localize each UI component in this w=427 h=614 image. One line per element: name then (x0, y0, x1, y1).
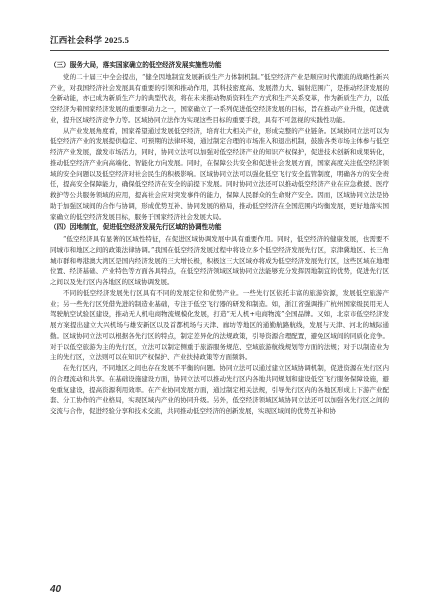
page-number: 40 (50, 584, 62, 595)
section-heading: （四）因地制宜，促进低空经济发展先行区域的协调性功能 (50, 223, 222, 232)
paragraph: 党的二十届三中全会提出，“健全因地制宜发展新质生产力体制机制。”低空经济产业是顺应时代潮流的战略性新兴产业，对我国经济社会发展具有重要的引领和推动作用，其科技密度高、发展潜力大、辐射范围广，是推动经济发展的全新动能，亦已成为新质生产力的典型代表，将在未来推动物质资料生产方式和生产关系变革，作为新质生产力，以低空经济为着国家经济发展的重要驱动力之一，国家确立了一系列促进低空经济发展的目标，旨在推动产业升级，促进就业，提升区域经济竞争力等。区域协同立法作为实现这些目标的重要手段，具有不可忽视的实践性功能。 (50, 72, 389, 124)
paragraph: “低空经济具有显著的区域性特征，在促进区域协调发展中具有重要作用。同时，低空经济的健康发展，也需要不同城市和地区之间的政策法律协调。”我国在低空经济发展过程中将设立多个低空经济发展先行区，京津冀地区、长三角城市群和粤港澳大湾区是国内经济发展的三大增长极，积极这三大区域亦将成为低空经济发展先行区，这些区域在地理位置、经济基础、产业特色等方面各具特点，在低空经济领域区域协同立法能够充分发挥因地制宜的优势，促进先行区之间以及先行区内各地区的区域协调发展。 (50, 235, 389, 286)
journal-header: 江西社会科学 2025.5 (50, 35, 130, 45)
article-body (50, 60, 389, 417)
section-heading: （三）服务大局，落实国家确立的低空经济发展实施性功能 (50, 61, 222, 69)
header-divider (50, 50, 389, 51)
paragraph: 不同的低空经济发展先行区具有不同的发展定位和优势产业。一些先行区依托丰富的旅游资源，发展低空旅游产业；另一些先行区凭借先进的制造业基础，专注于低空飞行器的研发和制造。如，浙江省强调推广杭州国家级民用无人驾驶航空试验区建设，推动无人机电商物流规模化发展，打造“无人机+电商物流”全国品牌。又如，北京市低空经济发展方案提出建立大兴机场与雄安新区以及首都机场与天津、廊坊等地区的通勤航路航线，发展与天津、河北的城际通勤。区域协同立法可以根据各先行区的特点，制定差异化的法规政策，引导资源合理配置，避免区域间的同质化竞争。对于以低空旅游为主的先行区，立法可以制定侧重于旅游服务规范、空域旅游航线规划等方面的法规；对于以制造业为主的先行区，立法则可以在知识产权保护、产业扶持政策等方面频斜。 (50, 288, 389, 362)
paragraph: 从产业发展角度看，国家希望通过发展低空经济，培育壮大相关产业，形成完整的产业链条。区域协同立法可以为低空经济产业的发展提供稳定、可预期的法律环境，通过制定合理的市场准入和退出机制，鼓励各类市场主体参与低空经济产业发展，激发市场活力，同时，协同立法可以加强对低空经济产业的知识产权保护，促进技术创新和成果转化，推动低空经济产业向高端化、智能化方向发展。同时，在保障公共安全和促进社会发展方面，国家高度关注低空经济领域的安全问题以及低空经济对社会民生的积极影响。区域协同立法可以强化低空飞行安全监管制度，明确各方的安全责任，提高安全保障能力，确保低空经济在安全的前提下发展。同时协同立法还可以推动低空经济产业在应急救援、医疗救护等公共服务领域的应用，提高社会应对突发事件的能力，保障人民群众的生命财产安全。因而，区域协同立法是协助于加强区域间的合作与协调，形成优势互补、协同发展的格局，推动低空经济在全国范围内均衡发展，更好地落实国家确立的低空经济发展目标，服务于国家经济社会发展大局。 (50, 126, 389, 221)
paragraph: 在先行区内，不同地区之间也存在发展不平衡的问题。协同立法可以通过建立区域协调机制，促进资源在先行区内的合理流动和共享。在基础设施建设方面，协同立法可以推动先行区内各地共同规划和建设低空飞行服务保障设施，避免重复建设，提高资源利用效率。在产业协同发展方面，通过制定相关法规，引导先行区内的各地区形成上下游产业配套、分工协作的产业格局，实现区域内产业的协同升级。另外，低空经济领域区域协同立法还可以加强各先行区之间的交流与合作，促进经验分享和技术交流，共同推动低空经济的创新发展，实现区域间的优势互补和协 (50, 364, 389, 415)
